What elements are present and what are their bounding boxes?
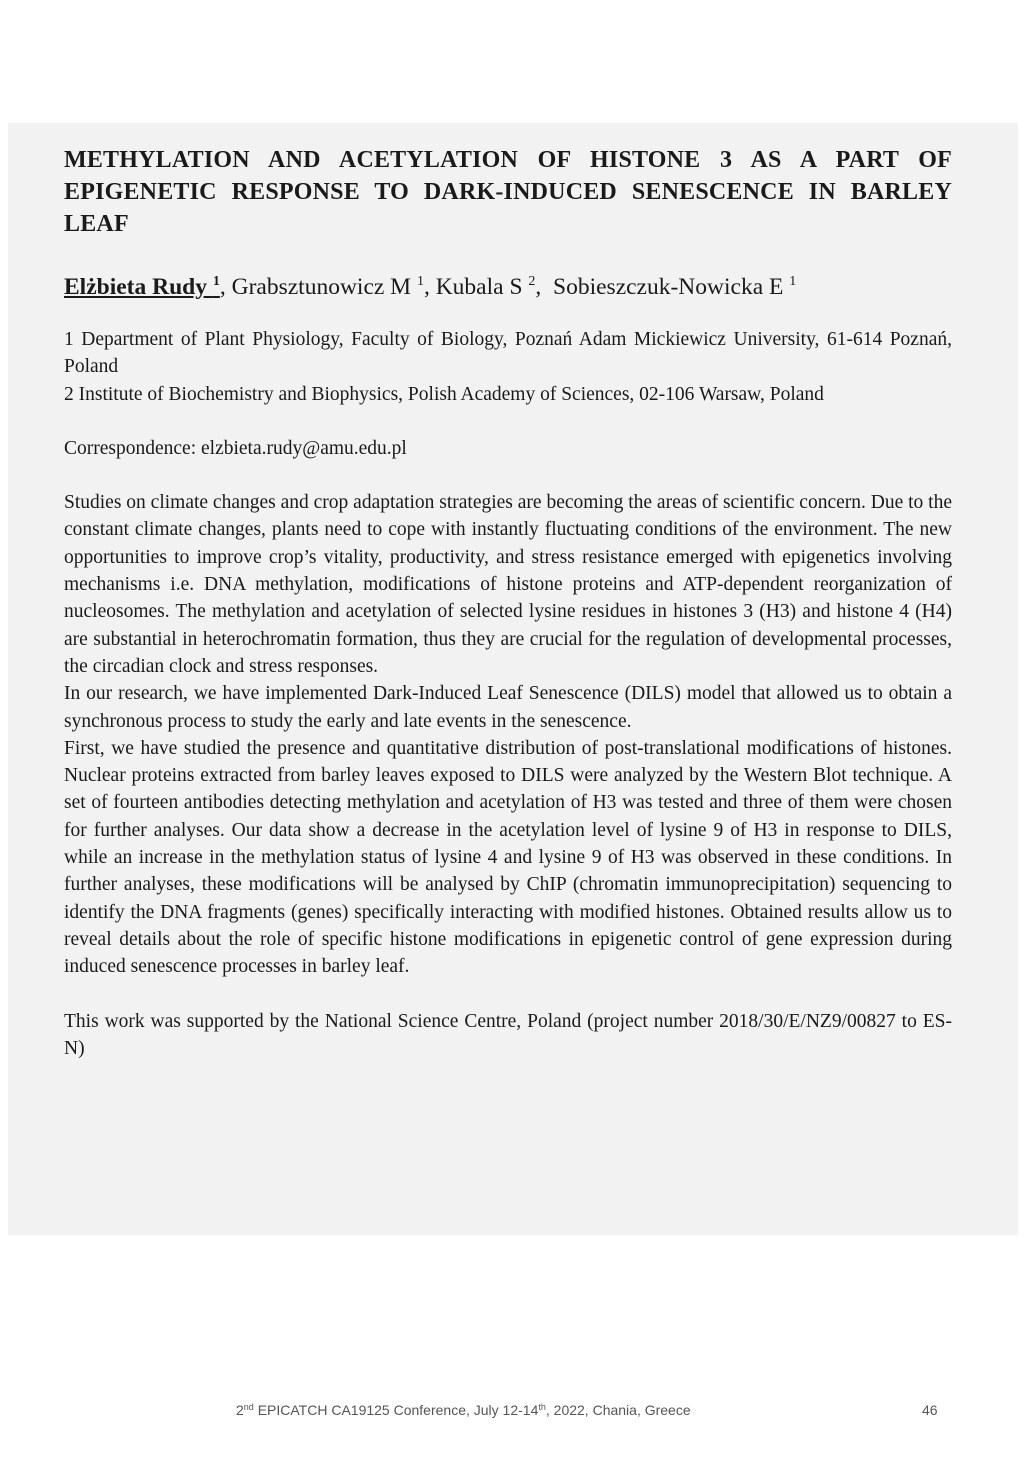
date-suffix: th [538, 1402, 546, 1412]
author-name: Kubala S [435, 274, 523, 300]
abstract-content [64, 144, 952, 1062]
presenting-author-affiliation: 1 [212, 274, 220, 289]
author-affiliation: 1 [416, 274, 424, 289]
paper-title: METHYLATION AND ACETYLATION OF HISTONE 3 AS A PART OF EPIGENETIC RESPONSE TO DARK-INDUCED SENESCENCE IN BARLEY LEAF [64, 147, 952, 237]
author-affiliation: 2 [528, 274, 536, 289]
conference-year-location: , 2022, Chania, Greece [545, 1402, 691, 1418]
author-list: Elżbieta Rudy $^1$, Grabsztunowicz M $^1$, Kubala S $^2$, Sobieszczuk-Nowicka E $^1$ [64, 274, 797, 300]
abstract-paragraph: Studies on climate changes and crop adaptation strategies are becoming the areas of scientific concern. Due to the constant climate changes, plants need to cope with instantly fluctuating conditions of the environment. The new opportunities to improve crop’s vitality, productivity, and stress resistance emerged with epigenetics involving mechanisms i.e. DNA methylation, modifications of histone proteins and ATP-dependent reorganization of nucleosomes. The methylation and acetylation of selected lysine residues in histones 3 (H3) and histone 4 (H4) are substantial in heterochromatin formation, thus they are crucial for the regulation of developmental processes, the circadian clock and stress responses. [64, 492, 952, 677]
affiliations [64, 326, 952, 408]
conference-edition: 2 [236, 1402, 244, 1418]
presenting-author-name: Elżbieta Rudy [64, 274, 207, 300]
author-affiliation: 1 [789, 274, 797, 289]
presenting-author [64, 274, 220, 300]
author-name: Sobieszczuk-Nowicka E [553, 274, 784, 300]
abstract-body [64, 489, 952, 980]
abstract-paragraph: In our research, we have implemented Dark-Induced Leaf Senescence (DILS) model that allowed us to obtain a synchronous process to study the early and late events in the senescence. [64, 683, 952, 732]
conference-title-dates: EPICATCH CA19125 Conference, July 12-14 [253, 1402, 539, 1418]
funding-statement: This work was supported by the National Science Centre, Poland (project number 2018/30/E/NZ9/00827 to ES-N) [64, 1010, 952, 1059]
correspondence: Correspondence: elzbieta.rudy@amu.edu.pl [64, 437, 407, 459]
affiliation-2: 2 Institute of Biochemistry and Biophysics, Polish Academy of Sciences, 02-106 Warsaw, Poland [64, 383, 824, 405]
page-footer [0, 1400, 1024, 1422]
abstract-paragraph: First, we have studied the presence and quantitative distribution of post-translational modifications of histones. Nuclear proteins extracted from barley leaves exposed to DILS were analyzed by the Western Blot technique. A set of fourteen antibodies detecting methylation and acetylation of H3 was tested and three of them were chosen for further analyses. Our data show a decrease in the acetylation level of lysine 9 of H3 in response to DILS, while an increase in the methylation status of lysine 4 and lysine 9 of H3 was observed in these conditions. In further analyses, these modifications will be analysed by ChIP (chromatin immunoprecipitation) sequencing to identify the DNA fragments (genes) specifically interacting with modified histones. Obtained results allow us to reveal details about the role of specific histone modifications in epigenetic control of gene expression during induced senescence processes in barley leaf. [64, 737, 952, 978]
conference-name [236, 1402, 691, 1418]
author-name: Grabsztunowicz M [231, 274, 412, 300]
affiliation-1: 1 Department of Plant Physiology, Faculty of Biology, Poznań Adam Mickiewicz University, 61-614 Poznań, Poland [64, 329, 952, 378]
conference-edition-suffix: nd [243, 1402, 254, 1412]
page-number: 46 [922, 1402, 938, 1418]
